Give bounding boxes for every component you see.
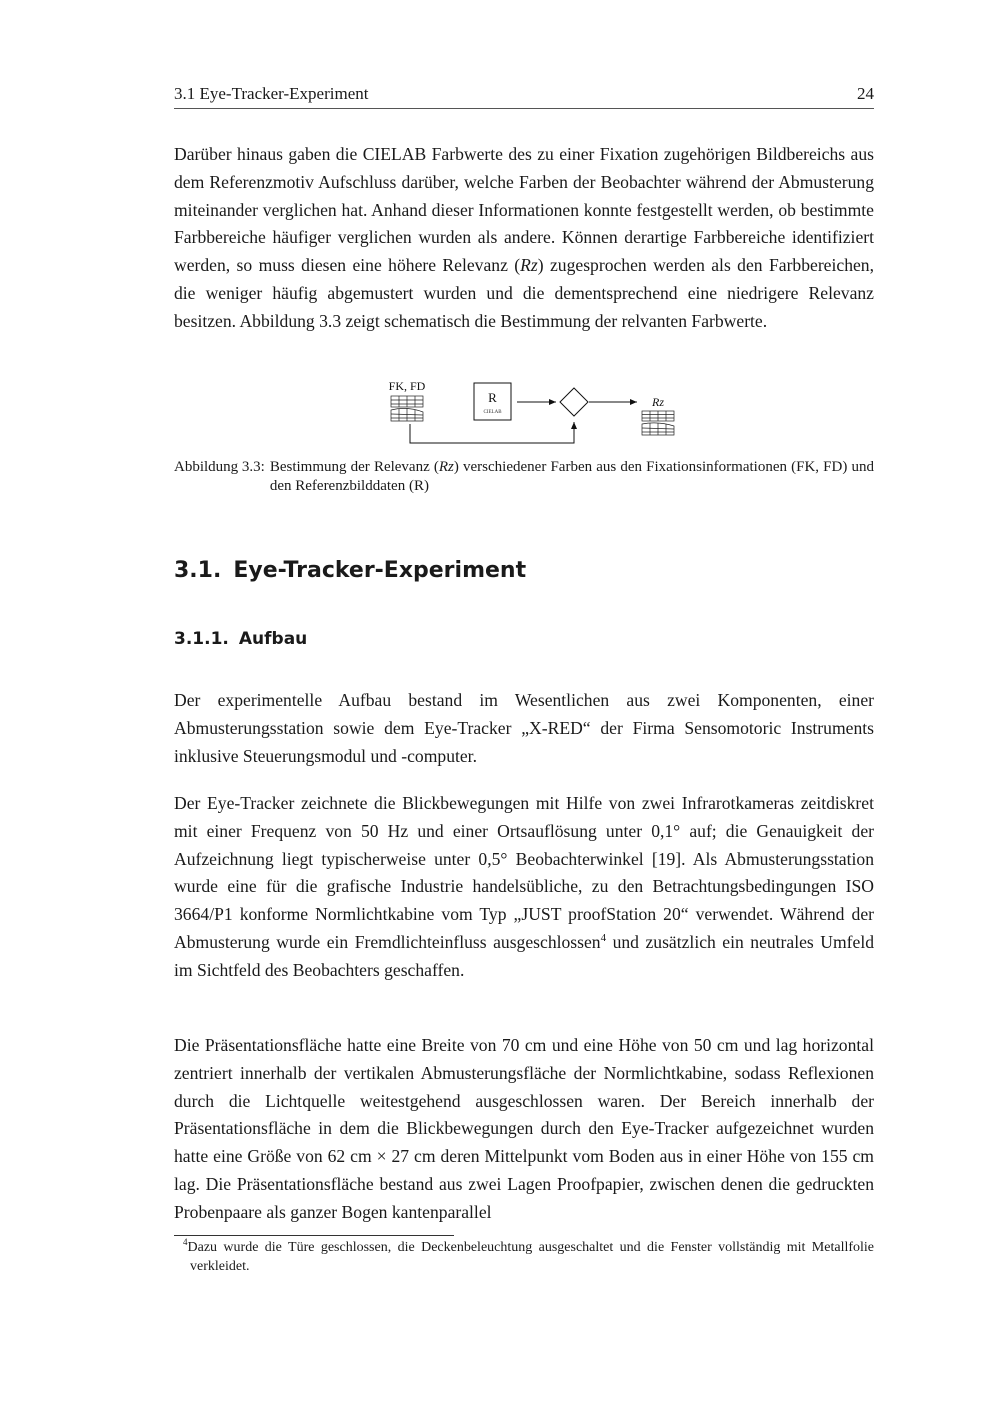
reference-box-sublabel: CIELAB [483, 410, 502, 415]
section-heading [174, 558, 526, 583]
setup-paragraph: Der experimentelle Aufbau bestand im Wesentlichen aus zwei Komponenten, einer Abmusterungsstation sowie dem Eye-Tracker „X-RED“ der Firma Sensomotoric Instruments inklusive Steuerungsmodul und -computer. [174, 690, 874, 766]
intro-paragraph [174, 141, 874, 336]
subsection-heading [174, 629, 307, 649]
output-table-icon [642, 411, 674, 435]
section-title: Eye-Tracker-Experiment [233, 558, 527, 583]
reference-box-label: R [488, 390, 497, 405]
footnote-mark: 4 [183, 1237, 188, 1248]
output-label: Rz [652, 395, 664, 409]
page-number: 24 [857, 84, 874, 103]
input-label: FK, FD [388, 379, 426, 393]
math-rz: Rz [520, 255, 538, 276]
footnote-text: Dazu wurde die Türe geschlossen, die Deckenbeleuchtung ausgeschaltet und die Fenster vollständig mit Metallfolie verkleidet. [187, 1240, 874, 1274]
combine-diamond [560, 388, 588, 416]
tracker-paragraph: Der Eye-Tracker zeichnete die Blickbewegungen mit Hilfe von zwei Infrarotkameras zeitdiskret mit einer Frequenz von 50 Hz und einer Ortsauflösung unter 0,1° auf; die Genauigkeit der Aufzeichnung liegt typischerweise unter 0,5° Beobachterwinkel [19]. Als Abmusterungsstation wurde eine für die grafische Industrie handelsübliche, zu den Betrachtungsbedingungen ISO 3664/P1 konforme Normlichtkabine vom Typ „JUST proofStation 20“ verwendet. Während der Abmusterung wurde ein Fremdlichteinfluss ausgeschlossen$^4$ und zusätzlich ein neutrales Umfeld im Sichtfeld des Beobachters geschaffen. [174, 793, 874, 980]
footnote-divider [174, 1235, 454, 1236]
figure-3-3-diagram [379, 376, 679, 446]
caption-label: Abbildung 3.3: [174, 459, 265, 475]
running-header-title: 3.1 Eye-Tracker-Experiment [174, 84, 369, 103]
intro-text-a: Darüber hinaus gaben die CIELAB Farbwerte des zu einer Fixation zugehörigen Bildbereichs aus dem Referenzmotiv Aufschluss darüber, welche Farben der Beobachter während der Abmusterung miteinander verglichen hat. Anhand dieser Informationen konnte festgestellt werden, ob bestimmte Farbbereiche häufiger verglichen wurden als andere. Können derartige Farbbereiche identifiziert werden, so muss diesen eine höhere Relevanz ( [174, 144, 874, 276]
running-header [174, 84, 874, 109]
presentation-paragraph: Die Präsentationsfläche hatte eine Breite von 70 cm und eine Höhe von 50 cm und lag horizontal zentriert innerhalb der vertikalen Abmusterungsfläche der Normlichtkabine, sodass Reflexionen durch die Lichtquelle weitestgehend ausgeschlossen waren. Der Bereich innerhalb der Präsentationsfläche in dem die Blickbewegungen durch den Eye-Tracker aufgezeichnet wurden hatte eine Größe von 62 cm × 27 cm deren Mittelpunkt vom Boden aus in einer Höhe von 155 cm lag. Die Präsentationsfläche bestand aus zwei Lagen Proofpapier, zwischen denen die gedruckten Probenpaare als ganzer Bogen kantenparallel [174, 1035, 874, 1222]
intro-text-b: ) zugesprochen werden als den Farbbereichen, die weniger häufig abgemustert wurden und die dementsprechend eine niedrigere Relevanz besitzen. Abbildung 3.3 zeigt schematisch die Bestimmung der relvanten Farbwerte. [174, 255, 874, 331]
figure-caption [174, 458, 874, 496]
caption-text: Bestimmung der Relevanz (Rz) verschiedener Farben aus den Fixationsinformationen (FK, FD) und den Referenzbilddaten (R) [269, 459, 874, 494]
subsection-title: Aufbau [238, 629, 308, 649]
input-table-icon [391, 396, 423, 421]
footnote-reference[interactable]: 4 [600, 932, 607, 945]
section-number: 3.1. [174, 558, 222, 583]
subsection-number: 3.1.1. [174, 629, 229, 649]
footnote [174, 1238, 874, 1276]
